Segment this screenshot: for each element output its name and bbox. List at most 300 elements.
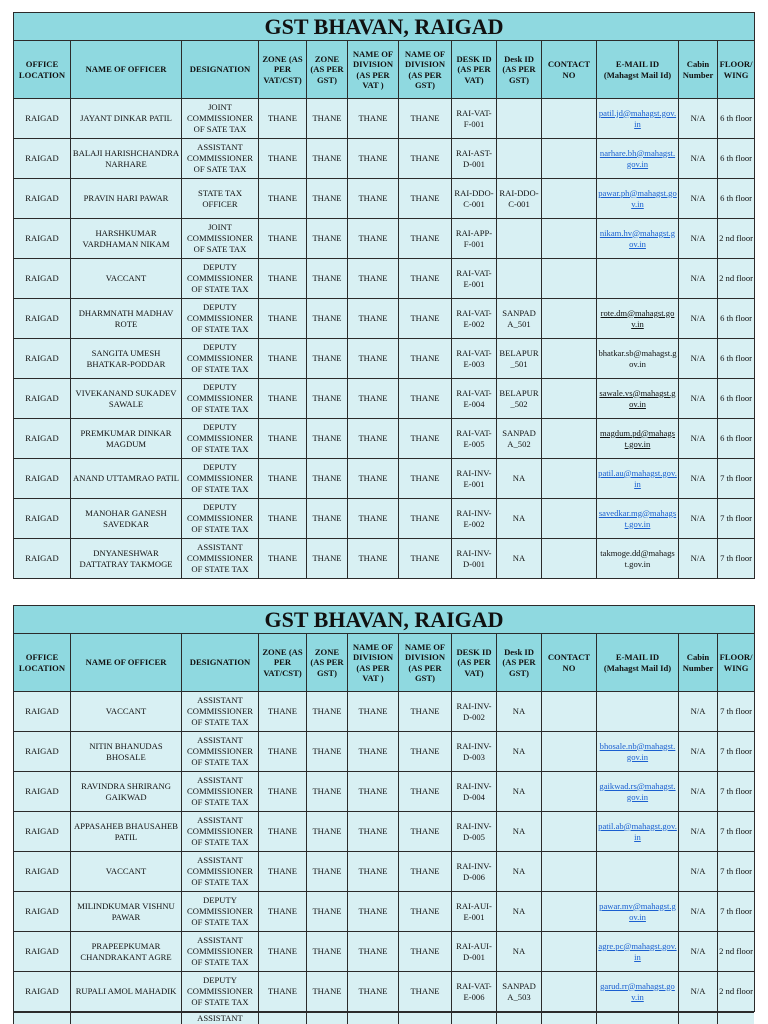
floor-wing: 7 th floor bbox=[718, 459, 755, 499]
office-location: RAIGAD bbox=[14, 972, 71, 1012]
contact-no bbox=[542, 339, 597, 379]
floor-wing: 6 th floor bbox=[718, 299, 755, 339]
division-vat: THANE bbox=[348, 99, 399, 139]
desk-id-vat: RAI-VAT-E-001 bbox=[452, 259, 497, 299]
contact-no bbox=[542, 932, 597, 972]
division-vat: THANE bbox=[348, 732, 399, 772]
division-gst: THANE bbox=[399, 259, 452, 299]
zone-gst: THANE bbox=[307, 459, 348, 499]
contact-no bbox=[542, 772, 597, 812]
office-location: RAIGAD bbox=[14, 539, 71, 579]
contact-no bbox=[542, 419, 597, 459]
floor-wing: 7 th floor bbox=[718, 852, 755, 892]
email-text: bhatkar.sb@mahagst.gov.in bbox=[598, 347, 677, 369]
desk-id-gst: NA bbox=[497, 772, 542, 812]
title-row bbox=[14, 606, 755, 634]
table-row bbox=[14, 459, 755, 499]
office-location: RAIGAD bbox=[14, 499, 71, 539]
zone-vat: THANE bbox=[259, 379, 307, 419]
floor-wing: 6 th floor bbox=[718, 419, 755, 459]
email-link[interactable]: narhare.bh@mahagst.gov.in bbox=[599, 147, 676, 169]
cabin-number: N/A bbox=[679, 259, 718, 299]
floor-wing: 2 nd floor bbox=[718, 972, 755, 1012]
officer-name: MILINDKUMAR VISHNU PAWAR bbox=[71, 892, 182, 932]
cabin-number: N/A bbox=[679, 459, 718, 499]
officer-name: NITIN BHANUDAS BHOSALE bbox=[71, 732, 182, 772]
desk-id-vat: RAI-INV-E-002 bbox=[452, 499, 497, 539]
officer-name: ANAND UTTAMRAO PATIL bbox=[71, 459, 182, 499]
cabin-number: N/A bbox=[679, 972, 718, 1012]
zone-vat: THANE bbox=[259, 459, 307, 499]
col-desk-vat: DESK ID (AS PER VAT) bbox=[452, 41, 497, 99]
staff-table-page-1 bbox=[13, 12, 754, 579]
contact-no bbox=[542, 299, 597, 339]
email-id bbox=[597, 539, 679, 579]
designation: ASSISTANT COMMISSIONER OF STATE TAX bbox=[182, 539, 259, 579]
zone-vat: THANE bbox=[259, 139, 307, 179]
email-id[interactable] bbox=[597, 99, 679, 139]
zone-gst: THANE bbox=[307, 339, 348, 379]
cabin-number: N/A bbox=[679, 179, 718, 219]
table-row bbox=[14, 932, 755, 972]
zone-vat: THANE bbox=[259, 772, 307, 812]
floor-wing: 6 th floor bbox=[718, 139, 755, 179]
designation: JOINT COMMISSIONER OF SATE TAX bbox=[182, 99, 259, 139]
division-vat: THANE bbox=[348, 812, 399, 852]
col-cabin: Cabin Number bbox=[679, 634, 718, 692]
contact-no bbox=[542, 459, 597, 499]
designation: ASSISTANT COMMISSIONER OF STATE TAX bbox=[182, 932, 259, 972]
desk-id-gst bbox=[497, 259, 542, 299]
zone-vat: THANE bbox=[259, 692, 307, 732]
table-row bbox=[14, 539, 755, 579]
designation: DEPUTY COMMISSIONER OF STATE TAX bbox=[182, 972, 259, 1012]
division-gst: THANE bbox=[399, 972, 452, 1012]
zone-gst: THANE bbox=[307, 932, 348, 972]
col-contact: CONTACT NO bbox=[542, 634, 597, 692]
designation: JOINT COMMISSIONER OF SATE TAX bbox=[182, 219, 259, 259]
officer-name: VACCANT bbox=[71, 259, 182, 299]
col-floor: FLOOR/ WING bbox=[718, 634, 755, 692]
division-gst: THANE bbox=[399, 539, 452, 579]
designation: ASSISTANT COMMISSIONER OF SATE TAX bbox=[182, 139, 259, 179]
cabin-number: N/A bbox=[679, 812, 718, 852]
division-vat: THANE bbox=[348, 539, 399, 579]
cabin-number: N/A bbox=[679, 299, 718, 339]
officer-name: MANOHAR GANESH SAVEDKAR bbox=[71, 499, 182, 539]
table-row bbox=[14, 379, 755, 419]
desk-id-vat: RAI-AST-D-001 bbox=[452, 139, 497, 179]
email-id[interactable] bbox=[597, 772, 679, 812]
division-gst: THANE bbox=[399, 812, 452, 852]
table-row bbox=[14, 692, 755, 732]
desk-id-vat: RAI-APP-F-001 bbox=[452, 219, 497, 259]
desk-id-vat: RAI-VAT-E-003 bbox=[452, 339, 497, 379]
col-desk-gst: Desk ID (AS PER GST) bbox=[497, 41, 542, 99]
page-title: GST BHAVAN, RAIGAD bbox=[14, 13, 755, 41]
desk-id-gst: SANPAD A_502 bbox=[497, 419, 542, 459]
desk-id-gst: NA bbox=[497, 459, 542, 499]
designation: DEPUTY COMMISSIONER OF STATE TAX bbox=[182, 892, 259, 932]
desk-id-gst: NA bbox=[497, 892, 542, 932]
desk-id-gst: RAI-DDO-C-001 bbox=[497, 179, 542, 219]
email-id[interactable] bbox=[597, 139, 679, 179]
zone-vat: THANE bbox=[259, 972, 307, 1012]
floor-wing: 7 th floor bbox=[718, 539, 755, 579]
designation: DEPUTY COMMISSIONER OF STATE TAX bbox=[182, 339, 259, 379]
col-cabin: Cabin Number bbox=[679, 41, 718, 99]
floor-wing: 7 th floor bbox=[718, 892, 755, 932]
table-row bbox=[14, 179, 755, 219]
division-gst: THANE bbox=[399, 379, 452, 419]
officer-name: SANGITA UMESH BHATKAR-PODDAR bbox=[71, 339, 182, 379]
col-division-gst: NAME OF DIVISION (AS PER GST) bbox=[399, 634, 452, 692]
floor-wing: 7 th floor bbox=[718, 732, 755, 772]
email-text: rote.dm@mahagst.gov.in bbox=[600, 307, 675, 329]
cabin-number: N/A bbox=[679, 139, 718, 179]
email-id[interactable] bbox=[597, 892, 679, 932]
floor-wing: 7 th floor bbox=[718, 499, 755, 539]
email-id[interactable] bbox=[597, 972, 679, 1012]
cabin-number: N/A bbox=[679, 892, 718, 932]
email-id[interactable] bbox=[597, 932, 679, 972]
desk-id-gst bbox=[497, 139, 542, 179]
division-gst: THANE bbox=[399, 932, 452, 972]
division-gst: THANE bbox=[399, 892, 452, 932]
zone-gst: THANE bbox=[307, 812, 348, 852]
email-id[interactable] bbox=[597, 812, 679, 852]
contact-no bbox=[542, 219, 597, 259]
zone-gst: THANE bbox=[307, 139, 348, 179]
officer-name: VACCANT bbox=[71, 852, 182, 892]
zone-gst: THANE bbox=[307, 539, 348, 579]
division-vat: THANE bbox=[348, 692, 399, 732]
office-location: RAIGAD bbox=[14, 892, 71, 932]
designation: ASSISTANT COMMISSIONER OF STATE TAX bbox=[182, 812, 259, 852]
zone-vat: THANE bbox=[259, 852, 307, 892]
officer-name: RUPALI AMOL MAHADIK bbox=[71, 972, 182, 1012]
title-row bbox=[14, 13, 755, 41]
partial-row-cutoff bbox=[13, 1012, 754, 1024]
desk-id-gst: SANPAD A_503 bbox=[497, 972, 542, 1012]
email-link[interactable]: bhosale.nb@mahagst.gov.in bbox=[599, 740, 676, 762]
designation: DEPUTY COMMISSIONER OF STATE TAX bbox=[182, 299, 259, 339]
email-link[interactable]: agre.pc@mahagst.gov.in bbox=[598, 940, 677, 962]
office-location: RAIGAD bbox=[14, 419, 71, 459]
office-location: RAIGAD bbox=[14, 812, 71, 852]
partial-designation: ASSISTANT bbox=[182, 1013, 259, 1024]
page-title: GST BHAVAN, RAIGAD bbox=[14, 606, 755, 634]
officer-name: VACCANT bbox=[71, 692, 182, 732]
email-link[interactable]: garud.rr@mahagst.gov.in bbox=[600, 980, 675, 1002]
email-link[interactable]: gaikwad.rs@mahagst.gov.in bbox=[599, 780, 676, 802]
col-zone-vat: ZONE (AS PER VAT/CST) bbox=[259, 634, 307, 692]
cabin-number: N/A bbox=[679, 339, 718, 379]
zone-gst: THANE bbox=[307, 259, 348, 299]
contact-no bbox=[542, 379, 597, 419]
floor-wing: 7 th floor bbox=[718, 692, 755, 732]
zone-gst: THANE bbox=[307, 499, 348, 539]
cabin-number: N/A bbox=[679, 499, 718, 539]
desk-id-vat: RAI-VAT-E-006 bbox=[452, 972, 497, 1012]
cabin-number: N/A bbox=[679, 852, 718, 892]
zone-vat: THANE bbox=[259, 892, 307, 932]
floor-wing: 7 th floor bbox=[718, 812, 755, 852]
division-vat: THANE bbox=[348, 852, 399, 892]
table-row bbox=[14, 499, 755, 539]
col-name-of-officer: NAME OF OFFICER bbox=[71, 634, 182, 692]
email-link[interactable]: nikam.hv@mahagst.gov.in bbox=[599, 227, 676, 249]
table-row bbox=[14, 732, 755, 772]
email-id bbox=[597, 259, 679, 299]
email-id[interactable] bbox=[597, 499, 679, 539]
desk-id-vat: RAI-INV-D-005 bbox=[452, 812, 497, 852]
division-vat: THANE bbox=[348, 139, 399, 179]
division-vat: THANE bbox=[348, 932, 399, 972]
cabin-number: N/A bbox=[679, 419, 718, 459]
desk-id-vat: RAI-VAT-E-002 bbox=[452, 299, 497, 339]
zone-gst: THANE bbox=[307, 299, 348, 339]
desk-id-vat: RAI-DDO-C-001 bbox=[452, 179, 497, 219]
zone-vat: THANE bbox=[259, 339, 307, 379]
division-gst: THANE bbox=[399, 299, 452, 339]
officer-name: RAVINDRA SHRIRANG GAIKWAD bbox=[71, 772, 182, 812]
zone-vat: THANE bbox=[259, 179, 307, 219]
floor-wing: 6 th floor bbox=[718, 339, 755, 379]
division-gst: THANE bbox=[399, 772, 452, 812]
division-gst: THANE bbox=[399, 99, 452, 139]
table-row bbox=[14, 852, 755, 892]
table-body-1 bbox=[14, 13, 755, 579]
desk-id-gst: NA bbox=[497, 692, 542, 732]
office-location: RAIGAD bbox=[14, 732, 71, 772]
designation: ASSISTANT COMMISSIONER OF STATE TAX bbox=[182, 772, 259, 812]
zone-vat: THANE bbox=[259, 99, 307, 139]
contact-no bbox=[542, 99, 597, 139]
contact-no bbox=[542, 139, 597, 179]
col-designation: DESIGNATION bbox=[182, 634, 259, 692]
contact-no bbox=[542, 892, 597, 932]
designation: DEPUTY COMMISSIONER OF STATE TAX bbox=[182, 379, 259, 419]
zone-vat: THANE bbox=[259, 259, 307, 299]
office-location: RAIGAD bbox=[14, 339, 71, 379]
email-link[interactable]: patil.ab@mahagst.gov.in bbox=[598, 820, 677, 842]
office-location: RAIGAD bbox=[14, 219, 71, 259]
email-id bbox=[597, 419, 679, 459]
zone-gst: THANE bbox=[307, 219, 348, 259]
office-location: RAIGAD bbox=[14, 259, 71, 299]
division-gst: THANE bbox=[399, 139, 452, 179]
designation: ASSISTANT COMMISSIONER OF STATE TAX bbox=[182, 852, 259, 892]
floor-wing: 7 th floor bbox=[718, 772, 755, 812]
officer-name: PREMKUMAR DINKAR MAGDUM bbox=[71, 419, 182, 459]
col-zone-vat: ZONE (AS PER VAT/CST) bbox=[259, 41, 307, 99]
division-vat: THANE bbox=[348, 379, 399, 419]
desk-id-vat: RAI-INV-D-006 bbox=[452, 852, 497, 892]
zone-vat: THANE bbox=[259, 539, 307, 579]
division-gst: THANE bbox=[399, 692, 452, 732]
floor-wing: 6 th floor bbox=[718, 379, 755, 419]
zone-vat: THANE bbox=[259, 932, 307, 972]
col-division-gst: NAME OF DIVISION (AS PER GST) bbox=[399, 41, 452, 99]
division-vat: THANE bbox=[348, 219, 399, 259]
desk-id-vat: RAI-INV-D-004 bbox=[452, 772, 497, 812]
division-vat: THANE bbox=[348, 499, 399, 539]
division-gst: THANE bbox=[399, 179, 452, 219]
desk-id-gst: NA bbox=[497, 812, 542, 852]
division-vat: THANE bbox=[348, 339, 399, 379]
designation: ASSISTANT COMMISSIONER OF STATE TAX bbox=[182, 692, 259, 732]
email-id[interactable] bbox=[597, 732, 679, 772]
desk-id-gst: NA bbox=[497, 499, 542, 539]
col-division-vat: NAME OF DIVISION (AS PER VAT ) bbox=[348, 634, 399, 692]
floor-wing: 2 nd floor bbox=[718, 259, 755, 299]
email-id bbox=[597, 339, 679, 379]
email-id[interactable] bbox=[597, 219, 679, 259]
contact-no bbox=[542, 972, 597, 1012]
cabin-number: N/A bbox=[679, 692, 718, 732]
email-id[interactable] bbox=[597, 179, 679, 219]
division-vat: THANE bbox=[348, 772, 399, 812]
header-row bbox=[14, 634, 755, 692]
desk-id-vat: RAI-INV-D-001 bbox=[452, 539, 497, 579]
desk-id-vat: RAI-INV-D-003 bbox=[452, 732, 497, 772]
officer-name: HARSHKUMAR VARDHAMAN NIKAM bbox=[71, 219, 182, 259]
zone-gst: THANE bbox=[307, 852, 348, 892]
zone-vat: THANE bbox=[259, 219, 307, 259]
zone-gst: THANE bbox=[307, 419, 348, 459]
division-gst: THANE bbox=[399, 732, 452, 772]
division-vat: THANE bbox=[348, 179, 399, 219]
desk-id-gst: NA bbox=[497, 932, 542, 972]
email-link[interactable]: pawar.ph@mahagst.gov.in bbox=[598, 187, 677, 209]
desk-id-vat: RAI-INV-D-002 bbox=[452, 692, 497, 732]
zone-vat: THANE bbox=[259, 299, 307, 339]
division-vat: THANE bbox=[348, 259, 399, 299]
officer-name: BALAJI HARISHCHANDRA NARHARE bbox=[71, 139, 182, 179]
cabin-number: N/A bbox=[679, 219, 718, 259]
email-link[interactable]: pawar.mv@mahagst.gov.in bbox=[599, 900, 676, 922]
designation: ASSISTANT COMMISSIONER OF STATE TAX bbox=[182, 732, 259, 772]
zone-gst: THANE bbox=[307, 692, 348, 732]
desk-id-vat: RAI-AUI-E-001 bbox=[452, 892, 497, 932]
cabin-number: N/A bbox=[679, 379, 718, 419]
zone-vat: THANE bbox=[259, 732, 307, 772]
cabin-number: N/A bbox=[679, 772, 718, 812]
cabin-number: N/A bbox=[679, 99, 718, 139]
contact-no bbox=[542, 179, 597, 219]
email-link[interactable]: patil.au@mahagst.gov.in bbox=[598, 467, 677, 489]
division-vat: THANE bbox=[348, 892, 399, 932]
desk-id-vat: RAI-INV-E-001 bbox=[452, 459, 497, 499]
zone-gst: THANE bbox=[307, 732, 348, 772]
division-vat: THANE bbox=[348, 459, 399, 499]
contact-no bbox=[542, 499, 597, 539]
email-id bbox=[597, 692, 679, 732]
table-row bbox=[14, 339, 755, 379]
division-gst: THANE bbox=[399, 499, 452, 539]
email-id[interactable] bbox=[597, 459, 679, 499]
table-row bbox=[14, 812, 755, 852]
header-row bbox=[14, 41, 755, 99]
office-location: RAIGAD bbox=[14, 772, 71, 812]
email-text: magdum.pd@mahagst.gov.in bbox=[600, 427, 675, 449]
zone-gst: THANE bbox=[307, 379, 348, 419]
table-row bbox=[14, 419, 755, 459]
col-desk-gst: Desk ID (AS PER GST) bbox=[497, 634, 542, 692]
col-contact: CONTACT NO bbox=[542, 41, 597, 99]
staff-table-2 bbox=[13, 605, 755, 1012]
office-location: RAIGAD bbox=[14, 459, 71, 499]
division-gst: THANE bbox=[399, 219, 452, 259]
zone-gst: THANE bbox=[307, 772, 348, 812]
designation: DEPUTY COMMISSIONER OF STATE TAX bbox=[182, 499, 259, 539]
officer-name: PRAPEEPKUMAR CHANDRAKANT AGRE bbox=[71, 932, 182, 972]
table-row bbox=[14, 219, 755, 259]
office-location: RAIGAD bbox=[14, 852, 71, 892]
table-row bbox=[14, 99, 755, 139]
desk-id-vat: RAI-VAT-E-005 bbox=[452, 419, 497, 459]
desk-id-gst bbox=[497, 219, 542, 259]
desk-id-vat: RAI-AUI-D-001 bbox=[452, 932, 497, 972]
office-location: RAIGAD bbox=[14, 179, 71, 219]
cabin-number: N/A bbox=[679, 732, 718, 772]
division-gst: THANE bbox=[399, 339, 452, 379]
desk-id-gst: NA bbox=[497, 539, 542, 579]
email-link[interactable]: patil.jd@mahagst.gov.in bbox=[598, 107, 677, 129]
office-location: RAIGAD bbox=[14, 692, 71, 732]
zone-vat: THANE bbox=[259, 812, 307, 852]
table-row bbox=[14, 299, 755, 339]
table-row bbox=[14, 892, 755, 932]
zone-vat: THANE bbox=[259, 499, 307, 539]
office-location: RAIGAD bbox=[14, 379, 71, 419]
col-email: E-MAIL ID (Mahagst Mail Id) bbox=[597, 41, 679, 99]
table-row bbox=[14, 259, 755, 299]
desk-id-gst: NA bbox=[497, 732, 542, 772]
col-office-location: OFFICE LOCATION bbox=[14, 634, 71, 692]
designation: STATE TAX OFFICER bbox=[182, 179, 259, 219]
designation: DEPUTY COMMISSIONER OF STATE TAX bbox=[182, 419, 259, 459]
division-gst: THANE bbox=[399, 419, 452, 459]
staff-table-page-2 bbox=[13, 605, 754, 1012]
floor-wing: 2 nd floor bbox=[718, 219, 755, 259]
email-link[interactable]: savedkar.mg@mahagst.gov.in bbox=[598, 507, 677, 529]
desk-id-vat: RAI-VAT-F-001 bbox=[452, 99, 497, 139]
zone-gst: THANE bbox=[307, 892, 348, 932]
col-floor: FLOOR/ WING bbox=[718, 41, 755, 99]
staff-table-1 bbox=[13, 12, 755, 579]
contact-no bbox=[542, 732, 597, 772]
officer-name: JAYANT DINKAR PATIL bbox=[71, 99, 182, 139]
officer-name: APPASAHEB BHAUSAHEB PATIL bbox=[71, 812, 182, 852]
zone-gst: THANE bbox=[307, 99, 348, 139]
designation: DEPUTY COMMISSIONER OF STATE TAX bbox=[182, 459, 259, 499]
desk-id-gst bbox=[497, 99, 542, 139]
email-id bbox=[597, 379, 679, 419]
contact-no bbox=[542, 539, 597, 579]
table-row bbox=[14, 972, 755, 1012]
floor-wing: 2 nd floor bbox=[718, 932, 755, 972]
office-location: RAIGAD bbox=[14, 139, 71, 179]
division-vat: THANE bbox=[348, 419, 399, 459]
col-zone-gst: ZONE (AS PER GST) bbox=[307, 41, 348, 99]
desk-id-gst: SANPAD A_501 bbox=[497, 299, 542, 339]
zone-vat: THANE bbox=[259, 419, 307, 459]
col-desk-vat: DESK ID (AS PER VAT) bbox=[452, 634, 497, 692]
email-text: takmoge.dd@mahagst.gov.in bbox=[600, 547, 675, 569]
col-division-vat: NAME OF DIVISION (AS PER VAT ) bbox=[348, 41, 399, 99]
